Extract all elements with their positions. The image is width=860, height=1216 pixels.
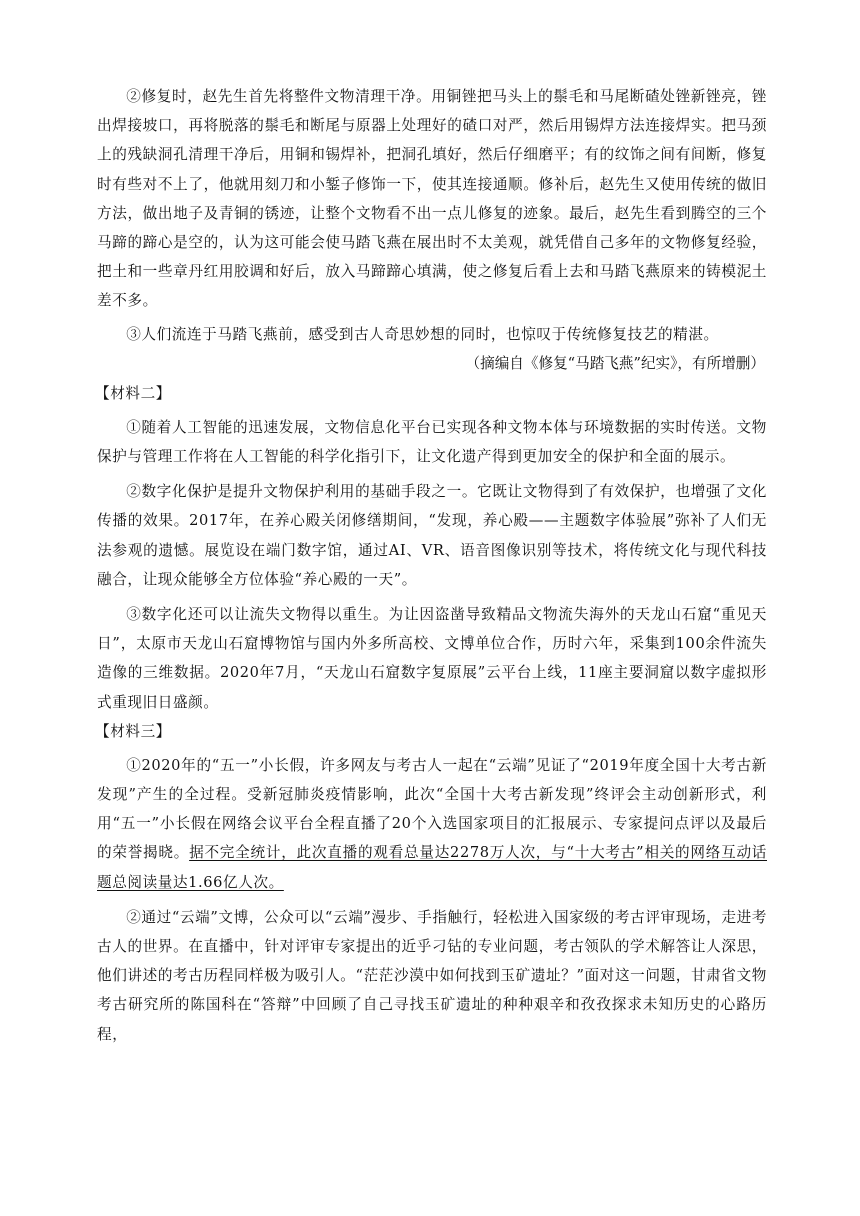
material3-heading: 【材料三】 (95, 722, 171, 740)
material2-paragraph-3: ③数字化还可以让流失文物得以重生。为让因盗凿导致精品文物流失海外的天龙山石窟“重见天日”，太原市天龙山石窟博物馆与国内外多所高校、文博单位合作，历时六年，采集到100余件流失造像的三维数据。2020年7月，“天龙山石窟数字复原展”云平台上线，11座主要洞窟以数字虚拟形式重现旧日盛颜。 (97, 606, 767, 711)
material1-source: （摘编自《修复“马踏飞燕”纪实》，有所增删） (465, 354, 765, 372)
material3-paragraph-1-text: ①2020年的“五一”小长假，许多网友与考古人一起在“云端”见证了“2019年度全国十大考古新发现”产生的全过程。受新冠肺炎疫情影响，此次“全国十大考古新发现”终评会主动创新形式，利用“五一”小长假在网络会议平台全程直播了20个入选国家项目的汇报展示、专家提问点评以及最后的荣誉揭晓。 (97, 756, 767, 862)
material1-paragraph-2: ②修复时，赵先生首先将整件文物清理干净。用铜锉把马头上的鬃毛和马尾断碴处锉新锉亮，锉出焊接坡口，再将脱落的鬃毛和断尾与原器上处理好的碴口对严，然后用锡焊方法连接焊实。把马颈上的残缺洞孔清理干净后，用铜和锡焊补，把洞孔填好，然后仔细磨平；有的纹饰之间有间断，修复时有些对不上了，他就用刻刀和小錾子修饰一下，使其连接通顺。修补后，赵先生又使用传统的做旧方法，做出地子及青铜的锈迹，让整个文物看不出一点儿修复的迹象。最后，赵先生看到腾空的三个马蹄的蹄心是空的，认为这可能会使马踏飞燕在展出时不太美观，就凭借自己多年的文物修复经验，把土和一些章丹红用胶调和好后，放入马蹄蹄心填满，使之修复后看上去和马踏飞燕原来的铸模泥土差不多。 (97, 88, 767, 310)
material2-heading: 【材料二】 (95, 384, 171, 402)
material3-underlined-sentence: 据不完全统计，此次直播的观看总量达2278万人次，与“十大考古”相关的网络互动话题总阅读量达1.66亿人次。 (97, 844, 767, 891)
material3-paragraph-2: ②通过“云端”文博，公众可以“云端”漫步、手指触行，轻松进入国家级的考古评审现场，走进考古人的世界。在直播中，针对评审专家提出的近乎刁钻的专业问题，考古领队的学术解答让人深思，他们讲述的考古历程同样极为吸引人。“茫茫沙漠中如何找到玉矿遗址？”面对这一问题，甘肃省文物考古研究所的陈国科在“答辩”中回顾了自己寻找玉矿遗址的种种艰辛和孜孜探求未知历史的心路历程， (97, 908, 767, 1043)
document-page (97, 82, 767, 1049)
material1-paragraph-3: ③人们流连于马踏飞燕前，感受到古人奇思妙想的同时，也惊叹于传统修复技艺的精湛。 (126, 325, 719, 343)
material2-paragraph-2: ②数字化保护是提升文物保护利用的基础手段之一。它既让文物得到了有效保护，也增强了文化传播的效果。2017年，在养心殿关闭修缮期间，“发现，养心殿——主题数字体验展”弥补了人们无法参观的遗憾。展览设在端门数字馆，通过AI、VR、语音图像识别等技术，将传统文化与现代科技融合，让现众能够全方位体验“养心殿的一天”。 (97, 483, 767, 588)
material2-paragraph-1: ①随着人工智能的迅速发展，文物信息化平台已实现各种文物本体与环境数据的实时传送。文物保护与管理工作将在人工智能的科学化指引下，让文化遗产得到更加安全的保护和全面的展示。 (97, 418, 767, 466)
material3-paragraph-1 (97, 751, 767, 897)
